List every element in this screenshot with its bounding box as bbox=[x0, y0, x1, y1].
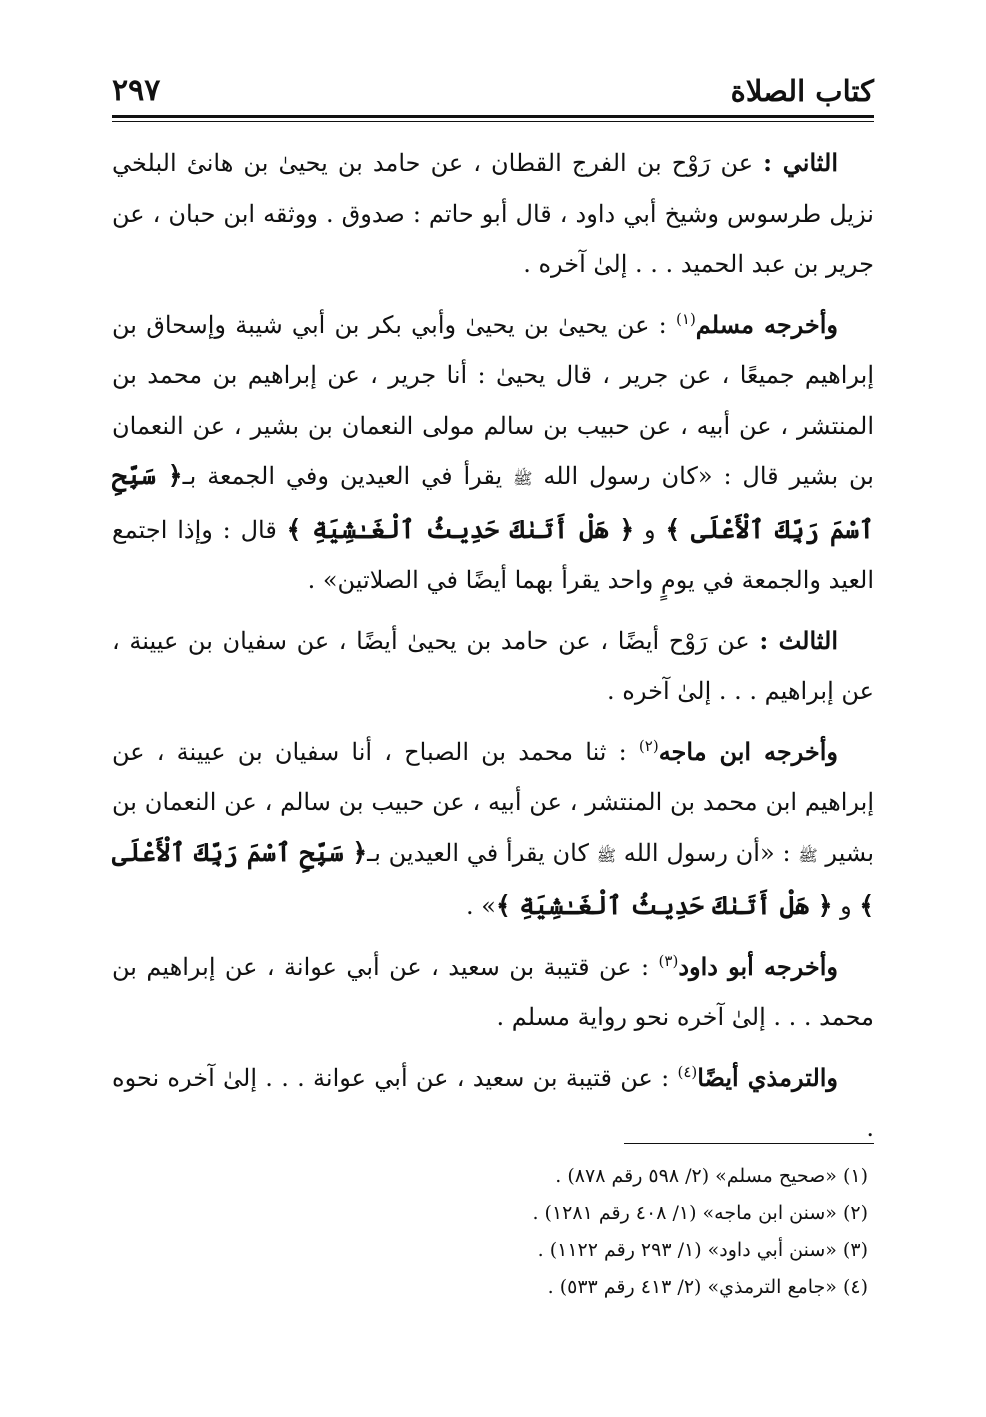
paragraph-lead: الثالث : bbox=[759, 625, 838, 655]
paragraph-text: : ثنا محمد بن الصباح ، أنا سفيان بن عيينة ، عن إبراهيم ابن محمد بن المنتشر ، عن أبيه ، عن حبيب بن سالم ، عن النعمان بن بشير bbox=[112, 737, 874, 867]
header-rule-thin bbox=[112, 121, 874, 122]
paragraph-lead: والترمذي أيضًا bbox=[697, 1062, 839, 1092]
footnote-1: (١) «صحيح مسلم» (٢/ ٥٩٨ رقم ٨٧٨) . bbox=[555, 1165, 868, 1187]
book-title: كتاب الصلاة bbox=[730, 74, 874, 108]
paragraph-abu-dawud bbox=[112, 942, 874, 1043]
paragraph-lead: وأخرجه أبو داود bbox=[678, 951, 838, 981]
paragraph-ibn-majah bbox=[112, 727, 874, 932]
conjunction: و bbox=[832, 892, 860, 920]
quran-verse: ﴿ هَلْ أَتَىٰكَ حَدِيثُ ٱلْغَـٰشِيَةِ ﴾ bbox=[495, 891, 833, 920]
salutation-mark: ﷺ bbox=[596, 845, 617, 865]
paragraph-text: عن رَوْح بن الفرج القطان ، عن حامد بن يحيىٰ بن هانئ البلخي نزيل طرسوس وشيخ أبي داود ، قال أبو حاتم : صدوق . ووثقه ابن حبان ، عن جرير بن عبد الحميد . . . إلىٰ آخره . bbox=[112, 149, 874, 278]
paragraph-third-chain bbox=[112, 616, 874, 717]
paragraph-text: : عن قتيبة بن سعيد ، عن أبي عوانة . . . إلىٰ آخره نحوه . bbox=[112, 1063, 874, 1142]
footnote-3: (٣) «سنن أبي داود» (١/ ٢٩٣ رقم ١١٢٢) . bbox=[537, 1239, 868, 1261]
paragraph-lead: الثاني : bbox=[763, 148, 839, 177]
footnote-4: (٤) «جامع الترمذي» (٢/ ٤١٣ رقم ٥٣٣) . bbox=[547, 1276, 868, 1298]
paragraph-muslim bbox=[112, 300, 874, 606]
paragraph-text: » . bbox=[466, 892, 496, 920]
salutation-mark: ﷺ bbox=[513, 469, 533, 488]
quran-verse: ﴿ هَلْ أَتَىٰكَ حَدِيثُ ٱلْغَـٰشِيَةِ ﴾ bbox=[286, 514, 635, 544]
paragraph-tirmidhi bbox=[112, 1053, 874, 1154]
main-text bbox=[112, 138, 874, 1164]
footnote-ref-4[interactable]: (٤) bbox=[677, 1062, 698, 1081]
footnote-separator bbox=[624, 1143, 874, 1144]
quran-verse: ﴿ سَبِّحِ ٱسْمَ رَبِّكَ ٱلْأَعْلَى ﴾ bbox=[112, 461, 874, 544]
companion-mark: ﷺ bbox=[798, 845, 818, 865]
page-number: ٢٩٧ bbox=[112, 73, 161, 108]
header-rule-thick bbox=[112, 115, 874, 118]
paragraph-text: : عن قتيبة بن سعيد ، عن أبي عوانة ، عن إبراهيم بن محمد . . . إلىٰ آخره نحو رواية مسلم . bbox=[112, 952, 874, 1031]
conjunction: و bbox=[634, 515, 666, 544]
paragraph-second-chain bbox=[112, 138, 874, 290]
paragraph-text: : عن يحيىٰ بن يحيىٰ وأبي بكر بن أبي شيبة وإسحاق بن إبراهيم جميعًا ، عن جرير ، قال يحيىٰ : أنا جرير ، عن إبراهيم بن محمد بن المنتشر ، عن أبيه ، عن حبيب بن سالم مولى النعمان بن بشير ، عن النعمان بن بشير قال : «كان رسول الله bbox=[112, 310, 874, 490]
paragraph-lead: وأخرجه ابن ماجه bbox=[658, 736, 838, 766]
paragraph-text: يقرأ في العيدين وفي الجمعة بـ bbox=[182, 462, 514, 490]
quran-verse: ﴿ سَبِّحِ ٱسْمَ رَبِّكَ ٱلْأَعْلَى ﴾ bbox=[112, 837, 874, 920]
footnote-2: (٢) «سنن ابن ماجه» (١/ ٤٠٨ رقم ١٢٨١) . bbox=[532, 1202, 868, 1224]
paragraph-text: عن رَوْح أيضًا ، عن حامد بن يحيىٰ أيضًا ، عن سفيان بن عيينة ، عن إبراهيم . . . إلىٰ آخره . bbox=[112, 626, 874, 705]
footnote-ref-3[interactable]: (٣) bbox=[658, 951, 679, 970]
footnote-ref-2[interactable]: (٢) bbox=[638, 736, 659, 755]
footnotes bbox=[112, 1158, 874, 1306]
paragraph-text: كان يقرأ في العيدين بـ bbox=[367, 838, 597, 867]
paragraph-text: : «أن رسول الله bbox=[616, 838, 799, 867]
running-head bbox=[112, 64, 874, 108]
footnote-ref-1[interactable]: (١) bbox=[676, 309, 696, 328]
paragraph-text: قال : وإذا اجتمع العيد والجمعة في يومٍ واحد يقرأ بهما أيضًا في الصلاتين» . bbox=[112, 515, 874, 594]
paragraph-lead: وأخرجه مسلم bbox=[695, 309, 838, 339]
